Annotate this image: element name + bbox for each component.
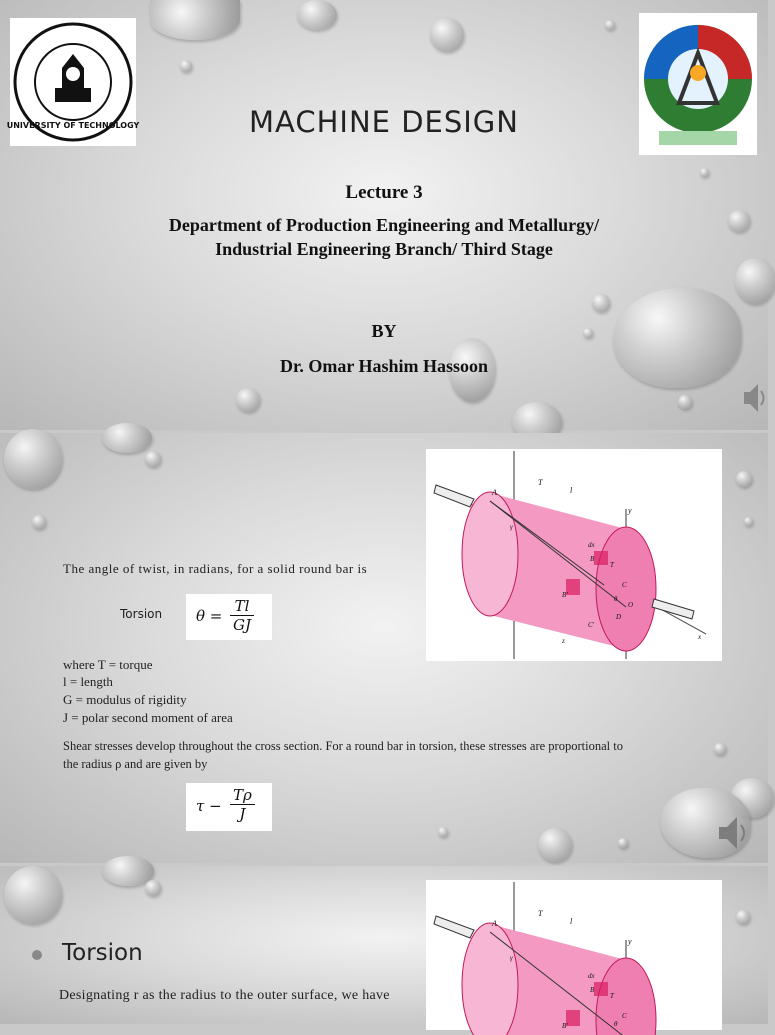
- water-drop: [618, 838, 628, 848]
- figure-label: O: [628, 601, 634, 609]
- water-drop: [4, 866, 62, 924]
- outer-radius-text: Designating r as the radius to the outer surface, we have: [59, 988, 390, 1003]
- figure-label: T: [610, 992, 614, 1000]
- water-drop: [438, 827, 448, 837]
- water-drop: [592, 294, 610, 312]
- figure-label: B': [562, 1022, 568, 1030]
- author-name: Dr. Omar Hashim Hassoon: [279, 356, 489, 376]
- water-drop: [678, 395, 692, 409]
- water-drop: [605, 20, 615, 30]
- figure-label: B: [590, 986, 595, 994]
- figure-label: y: [628, 937, 632, 946]
- shear-stress-formula: [186, 783, 272, 831]
- water-drop: [297, 0, 337, 30]
- water-drop: [735, 258, 775, 304]
- torsion-bar-figure: [426, 449, 722, 661]
- figure-label: A: [492, 488, 497, 497]
- water-drop: [736, 910, 750, 924]
- figure-label: C': [588, 621, 595, 629]
- water-drop: [538, 828, 572, 862]
- torsion-bar-figure: [426, 880, 722, 1030]
- figure-label: y: [628, 506, 632, 515]
- figure-label: B: [590, 555, 595, 563]
- torsion-continued-slide: [0, 866, 768, 1030]
- where-torque: where T = torque: [63, 657, 153, 672]
- shear-stress-text-2: the radius ρ and are given by: [63, 757, 208, 771]
- presentation-title: MACHINE DESIGN: [249, 105, 519, 139]
- figure-label: C: [622, 1012, 627, 1020]
- shear-stress-text-1: Shear stresses develop throughout the cross section. For a round bar in torsion, these stresses are proportional to: [63, 739, 623, 753]
- torsion-slide: [0, 433, 768, 863]
- formula-lhs: τ −: [196, 797, 222, 815]
- audio-speaker-icon[interactable]: [716, 813, 750, 853]
- water-drop: [744, 517, 753, 526]
- figure-label: γ: [510, 523, 513, 531]
- figure-label: dx: [588, 972, 595, 980]
- water-drop: [102, 423, 152, 453]
- water-drop: [180, 60, 192, 72]
- water-drop: [145, 880, 161, 896]
- formula-denominator: J: [239, 805, 246, 823]
- water-drop: [32, 515, 46, 529]
- water-drop: [102, 856, 154, 886]
- title-slide: [0, 0, 768, 430]
- figure-label: θ: [614, 595, 618, 603]
- twist-intro-text: The angle of twist, in radians, for a solid round bar is: [63, 561, 368, 576]
- where-polar-moment: J = polar second moment of area: [63, 710, 233, 725]
- figure-label: C: [622, 581, 627, 589]
- figure-label: x: [698, 633, 702, 641]
- torsion-label: Torsion: [120, 607, 163, 621]
- department-line-2: Industrial Engineering Branch/ Third Stage: [215, 239, 553, 259]
- formula-numerator: Tρ: [230, 786, 255, 805]
- water-drop: [736, 471, 752, 487]
- water-drop: [714, 743, 726, 755]
- figure-label: T: [538, 478, 543, 487]
- where-modulus: G = modulus of rigidity: [63, 692, 187, 707]
- water-drop: [150, 0, 240, 40]
- figure-label: z: [562, 637, 565, 645]
- figure-label: θ: [614, 1020, 618, 1028]
- water-drop: [4, 429, 62, 489]
- where-length: l = length: [63, 674, 113, 689]
- lecture-number: Lecture 3: [345, 182, 423, 203]
- figure-label: dx: [588, 541, 595, 549]
- figure-label: T: [538, 909, 543, 918]
- water-drop: [700, 168, 709, 177]
- angle-of-twist-formula: [186, 594, 272, 640]
- heading-bullet: [32, 950, 42, 960]
- logo-text: UNIVERSITY OF TECHNOLOGY: [6, 121, 140, 130]
- section-heading: Torsion: [62, 940, 143, 966]
- water-drop: [145, 451, 161, 467]
- formula-lhs: θ =: [196, 607, 223, 625]
- department-line-1: Department of Production Engineering and Metallurgy/: [168, 215, 600, 235]
- figure-label: T: [610, 561, 614, 569]
- figure-label: A: [492, 919, 497, 928]
- figure-label: D: [616, 613, 622, 621]
- water-drop: [430, 18, 464, 52]
- by-label: BY: [371, 321, 397, 341]
- formula-numerator: Tl: [230, 597, 254, 616]
- formula-denominator: GJ: [233, 616, 251, 634]
- water-drop: [236, 388, 260, 412]
- figure-label: B': [562, 591, 568, 599]
- figure-label: l: [570, 486, 573, 495]
- figure-label: γ: [510, 954, 513, 962]
- figure-label: l: [570, 917, 573, 926]
- audio-speaker-icon[interactable]: [742, 380, 768, 416]
